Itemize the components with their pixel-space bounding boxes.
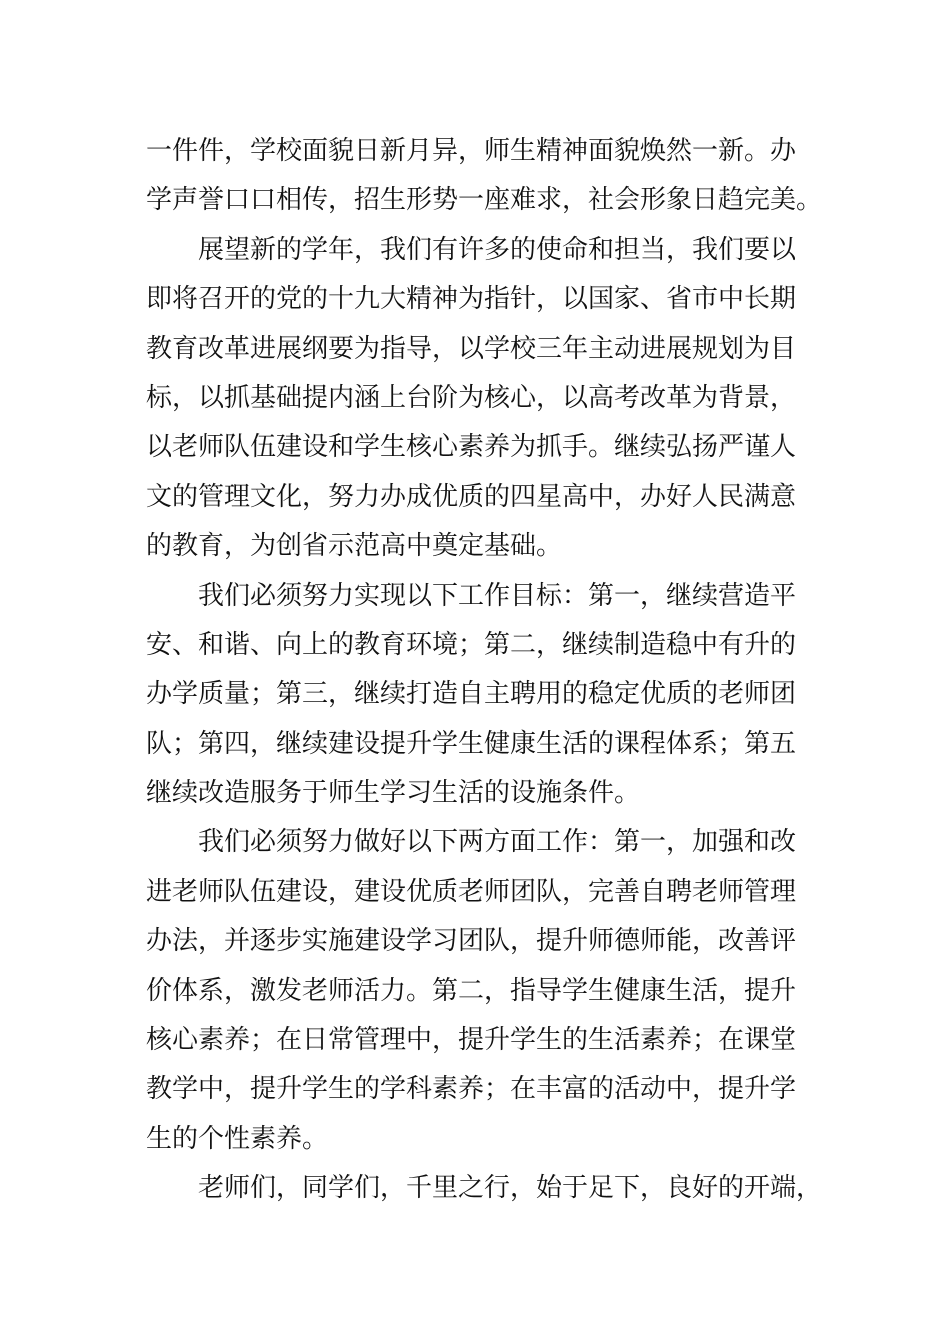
text-line: 学声誉口口相传，招生形势一座难求，社会形象日趋完美。	[146, 185, 823, 216]
text-line: 以老师队伍建设和学生核心素养为抓手。继续弘扬严谨人	[146, 432, 797, 463]
text-line: 老师们，同学们，千里之行，始于足下，良好的开端，	[198, 1173, 823, 1204]
text-line: 教育改革进展纲要为指导，以学校三年主动进展规划为目	[146, 333, 797, 364]
text-line: 生的个性素养。	[146, 1123, 329, 1154]
text-line: 安、和谐、向上的教育环境；第二，继续制造稳中有升的	[146, 629, 797, 660]
text-line: 展望新的学年，我们有许多的使命和担当，我们要以	[198, 234, 797, 265]
text-line: 核心素养；在日常管理中，提升学生的生活素养；在课堂	[146, 1025, 797, 1056]
text-line: 队；第四，继续建设提升学生健康生活的课程体系；第五	[146, 728, 797, 759]
text-line: 教学中，提升学生的学科素养；在丰富的活动中，提升学	[146, 1074, 797, 1105]
paragraph-4	[146, 818, 806, 1164]
document-body	[146, 127, 823, 1214]
paragraph-3	[146, 572, 806, 819]
text-line: 标，以抓基础提内涵上台阶为核心，以高考改革为背景，	[146, 382, 797, 413]
text-line: 的教育，为创省示范高中奠定基础。	[146, 531, 563, 562]
text-line: 办学质量；第三，继续打造自主聘用的稳定优质的老师团	[146, 679, 797, 710]
text-line: 进老师队伍建设，建设优质老师团队，完善自聘老师管理	[146, 876, 797, 907]
text-line: 文的管理文化，努力办成优质的四星高中，办好人民满意	[146, 481, 797, 512]
text-line: 价体系，激发老师活力。第二，指导学生健康生活，提升	[146, 975, 797, 1006]
text-line: 继续改造服务于师生学习生活的设施条件。	[146, 778, 641, 809]
text-line: 即将召开的党的十九大精神为指针，以国家、省市中长期	[146, 284, 797, 315]
text-line: 办法，并逐步实施建设学习团队，提升师德师能，改善评	[146, 926, 797, 957]
paragraph-5	[146, 1164, 823, 1213]
text-line: 一件件，学校面貌日新月异，师生精神面貌焕然一新。办	[146, 136, 797, 166]
text-line: 我们必须努力做好以下两方面工作：第一，加强和改	[198, 827, 797, 858]
paragraph-2	[146, 226, 806, 572]
paragraph-1	[146, 127, 823, 226]
text-line: 我们必须努力实现以下工作目标：第一，继续营造平	[198, 580, 797, 611]
